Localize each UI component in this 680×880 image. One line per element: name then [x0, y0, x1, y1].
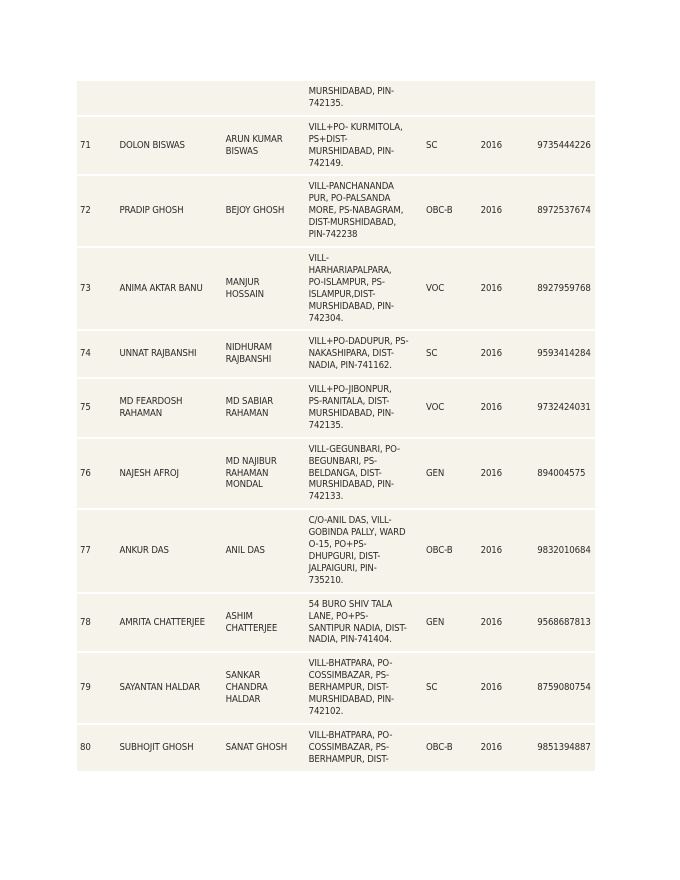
table-row-continued: [77, 81, 595, 116]
cell-sl: 78: [77, 593, 116, 653]
table-row: [77, 247, 595, 330]
cell-name: ANIMA AKTAR BANU: [116, 247, 222, 330]
cell-address: VILL+PO- KURMITOLA, PS+DIST- MURSHIDABAD, PIN- 742149.: [306, 116, 423, 176]
table-row: [77, 116, 595, 176]
cell-father-name: SANKAR CHANDRA HALDAR: [223, 652, 306, 724]
cell-father-name: ANIL DAS: [223, 509, 306, 592]
cell-phone: 9832010684: [534, 509, 595, 592]
cell-year: 2016: [478, 330, 535, 378]
cell-father-name: MD SABIAR RAHAMAN: [223, 378, 306, 438]
table-row: [77, 593, 595, 653]
cell-father-name: MANJUR HOSSAIN: [223, 247, 306, 330]
cell-father-name: NIDHURAM RAJBANSHI: [223, 330, 306, 378]
cell-year: 2016: [478, 378, 535, 438]
cell-year: 2016: [478, 438, 535, 510]
cell-phone: 9851394887: [534, 724, 595, 772]
cell-address: VILL+PO-JIBONPUR, PS-RANITALA, DIST- MURSHIDABAD, PIN- 742135.: [306, 378, 423, 438]
cell-year: 2016: [478, 724, 535, 772]
table-row: [77, 724, 595, 772]
cell-year: 2016: [478, 175, 535, 247]
cell-category: GEN: [423, 593, 478, 653]
table-row: [77, 509, 595, 592]
cell-year: 2016: [478, 247, 535, 330]
cell-father-name: ARUN KUMAR BISWAS: [223, 116, 306, 176]
cell-address: VILL- HARHARIAPALPARA, PO-ISLAMPUR, PS- ISLAMPUR,DIST- MURSHIDABAD, PIN- 742304.: [306, 247, 423, 330]
cell-sl: 72: [77, 175, 116, 247]
cell-category: [423, 81, 478, 116]
cell-name: SUBHOJIT GHOSH: [116, 724, 222, 772]
cell-category: OBC-B: [423, 175, 478, 247]
cell-name: MD FEARDOSH RAHAMAN: [116, 378, 222, 438]
cell-father-name: MD NAJIBUR RAHAMAN MONDAL: [223, 438, 306, 510]
cell-address: VILL+PO-DADUPUR, PS- NAKASHIPARA, DIST- NADIA, PIN-741162.: [306, 330, 423, 378]
table-row: [77, 175, 595, 247]
cell-father-name: [223, 81, 306, 116]
table-row: [77, 438, 595, 510]
candidate-table: [77, 81, 595, 773]
cell-phone: 8927959768: [534, 247, 595, 330]
cell-phone: 8759080754: [534, 652, 595, 724]
cell-address: MURSHIDABAD, PIN- 742135.: [306, 81, 423, 116]
cell-sl: 80: [77, 724, 116, 772]
cell-year: 2016: [478, 652, 535, 724]
cell-phone: [534, 81, 595, 116]
cell-name: AMRITA CHATTERJEE: [116, 593, 222, 653]
cell-phone: 9593414284: [534, 330, 595, 378]
cell-phone: 8972537674: [534, 175, 595, 247]
cell-sl: 74: [77, 330, 116, 378]
cell-category: VOC: [423, 378, 478, 438]
cell-category: OBC-B: [423, 509, 478, 592]
cell-father-name: SANAT GHOSH: [223, 724, 306, 772]
cell-phone: 894004575: [534, 438, 595, 510]
cell-sl: 73: [77, 247, 116, 330]
cell-year: 2016: [478, 593, 535, 653]
cell-address: VILL-BHATPARA, PO- COSSIMBAZAR, PS- BERHAMPUR, DIST-: [306, 724, 423, 772]
cell-address: 54 BURO SHIV TALA LANE, PO+PS- SANTIPUR NADIA, DIST- NADIA, PIN-741404.: [306, 593, 423, 653]
table-row: [77, 330, 595, 378]
cell-sl: 79: [77, 652, 116, 724]
cell-category: OBC-B: [423, 724, 478, 772]
table-row: [77, 652, 595, 724]
cell-address: VILL-BHATPARA, PO- COSSIMBAZAR, PS- BERHAMPUR, DIST- MURSHIDABAD, PIN- 742102.: [306, 652, 423, 724]
cell-sl: 71: [77, 116, 116, 176]
cell-name: ANKUR DAS: [116, 509, 222, 592]
cell-father-name: BEJOY GHOSH: [223, 175, 306, 247]
cell-category: VOC: [423, 247, 478, 330]
cell-address: VILL-PANCHANANDA PUR, PO-PALSANDA MORE, PS-NABAGRAM, DIST-MURSHIDABAD, PIN-742238: [306, 175, 423, 247]
cell-sl: 75: [77, 378, 116, 438]
cell-father-name: ASHIM CHATTERJEE: [223, 593, 306, 653]
cell-year: 2016: [478, 509, 535, 592]
cell-name: SAYANTAN HALDAR: [116, 652, 222, 724]
cell-name: NAJESH AFROJ: [116, 438, 222, 510]
cell-phone: 9735444226: [534, 116, 595, 176]
cell-address: C/O-ANIL DAS, VILL- GOBINDA PALLY, WARD O-15, PO+PS- DHUPGURI, DIST- JALPAIGURI, PIN- 735210.: [306, 509, 423, 592]
cell-name: UNNAT RAJBANSHI: [116, 330, 222, 378]
cell-category: SC: [423, 116, 478, 176]
cell-phone: 9732424031: [534, 378, 595, 438]
cell-year: 2016: [478, 116, 535, 176]
cell-name: DOLON BISWAS: [116, 116, 222, 176]
cell-phone: 9568687813: [534, 593, 595, 653]
cell-address: VILL-GEGUNBARI, PO- BEGUNBARI, PS- BELDANGA, DIST- MURSHIDABAD, PIN- 742133.: [306, 438, 423, 510]
cell-sl: 77: [77, 509, 116, 592]
cell-category: SC: [423, 652, 478, 724]
cell-name: PRADIP GHOSH: [116, 175, 222, 247]
cell-category: SC: [423, 330, 478, 378]
cell-sl: [77, 81, 116, 116]
cell-sl: 76: [77, 438, 116, 510]
cell-year: [478, 81, 535, 116]
cell-category: GEN: [423, 438, 478, 510]
table-row: [77, 378, 595, 438]
cell-name: [116, 81, 222, 116]
